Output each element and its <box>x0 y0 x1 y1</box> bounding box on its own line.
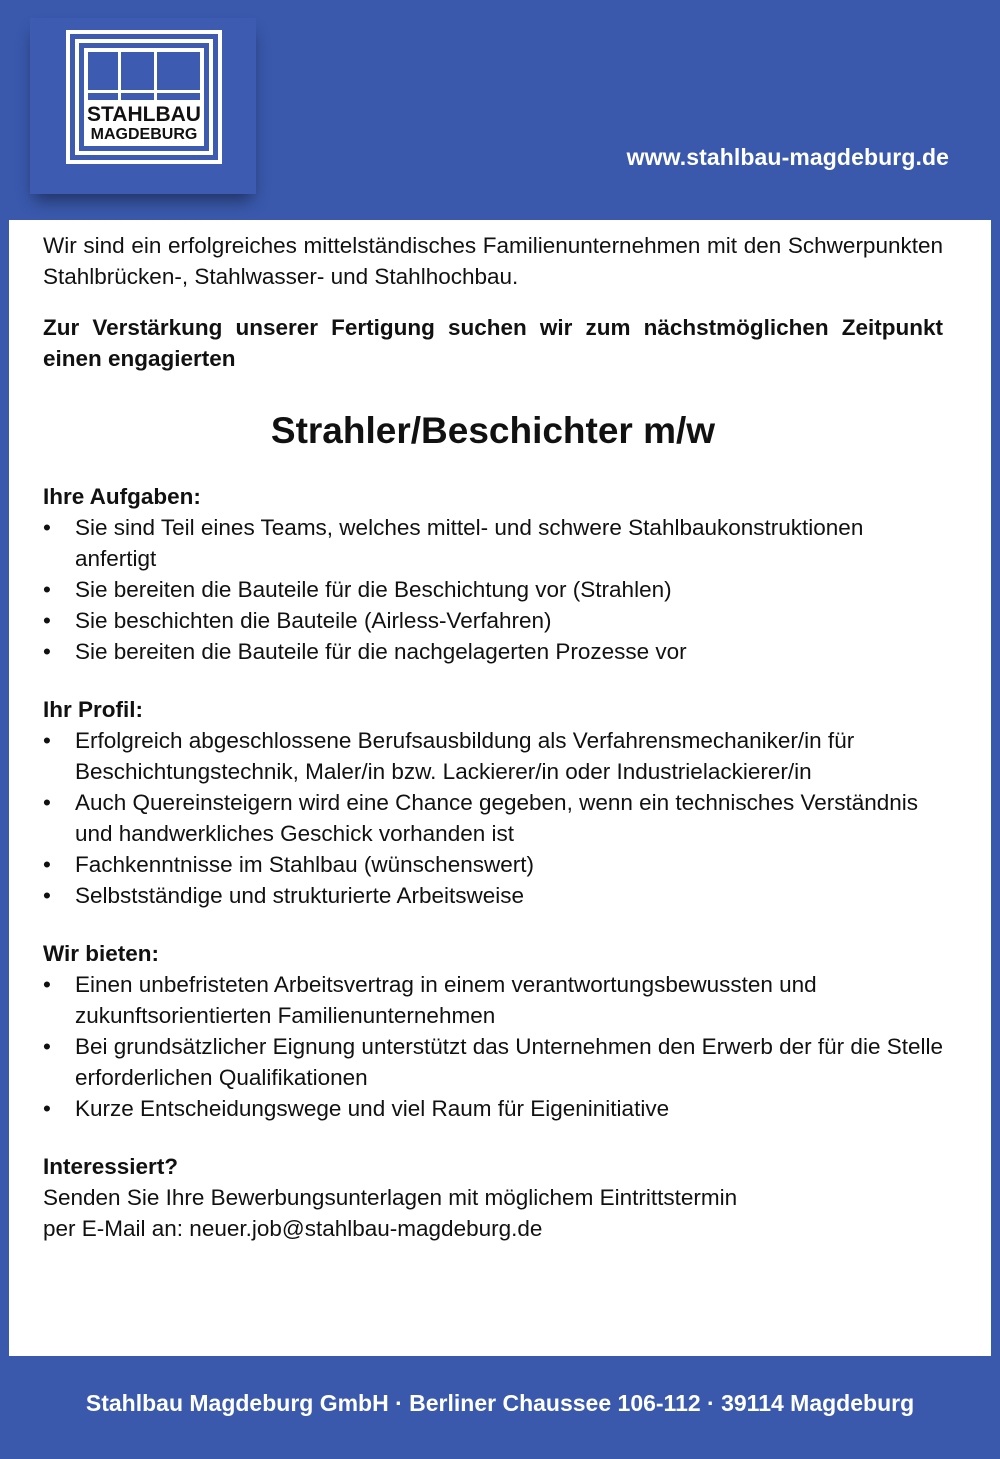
tasks-list <box>43 512 943 667</box>
contact-heading: Interessiert? <box>43 1154 179 1179</box>
list-item <box>43 849 943 880</box>
footer-address: Stahlbau Magdeburg GmbH · Berliner Chaussee 106-112 · 39114 Magdeburg <box>85 1390 915 1416</box>
bullet-icon: • <box>43 639 51 664</box>
bullet-icon: • <box>43 852 51 877</box>
offer-section <box>43 939 943 1124</box>
list-item-text: Auch Quereinsteigern wird eine Chance gegeben, wenn ein technisches Verständnis und handwerkliches Geschick vorhanden ist <box>75 790 919 846</box>
bullet-icon: • <box>43 608 51 633</box>
offer-list <box>43 969 943 1124</box>
company-logo <box>30 18 256 194</box>
list-item <box>43 512 943 574</box>
steel-frame-logo-icon <box>30 18 256 194</box>
list-item <box>43 636 943 667</box>
list-item-text: Fachkenntnisse im Stahlbau (wünschenswert) <box>75 852 534 877</box>
list-item-text: Einen unbefristeten Arbeitsvertrag in einem verantwortungsbewussten und zukunftsorientierten Familienunternehmen <box>75 972 817 1028</box>
list-item-text: Bei grundsätzlicher Eignung unterstützt das Unternehmen den Erwerb der für die Stelle erforderlichen Qualifikationen <box>75 1034 943 1090</box>
list-item <box>43 787 943 849</box>
job-title: Strahler/Beschichter m/w <box>270 410 716 451</box>
lead-paragraph: Zur Verstärkung unserer Fertigung suchen wir zum nächstmöglichen Zeitpunkt einen engagierten <box>43 315 943 371</box>
company-intro: Wir sind ein erfolgreiches mittelständisches Familienunternehmen mit den Schwerpunkten Stahlbrücken-, Stahlwasser- und Stahlhochbau. <box>43 233 943 289</box>
tasks-heading: Ihre Aufgaben: <box>43 484 201 509</box>
bullet-icon: • <box>43 883 51 908</box>
profile-heading: Ihr Profil: <box>43 697 143 722</box>
list-item-text: Sie sind Teil eines Teams, welches mittel- und schwere Stahlbaukonstruktionen anfertigt <box>75 515 864 571</box>
tasks-section <box>43 482 943 667</box>
bullet-icon: • <box>43 515 51 540</box>
contact-section <box>43 1152 943 1244</box>
contact-text: Senden Sie Ihre Bewerbungsunterlagen mit möglichem Eintrittstermin <box>43 1185 738 1210</box>
bullet-icon: • <box>43 972 51 997</box>
list-item <box>43 725 943 787</box>
list-item-text: Sie bereiten die Bauteile für die Beschichtung vor (Strahlen) <box>75 577 672 602</box>
list-item-text: Selbstständige und strukturierte Arbeitsweise <box>75 883 524 908</box>
list-item-text: Sie beschichten die Bauteile (Airless-Verfahren) <box>75 608 552 633</box>
website-url[interactable]: www.stahlbau-magdeburg.de <box>626 144 949 170</box>
logo-text-line1: STAHLBAU <box>87 103 201 126</box>
profile-list <box>43 725 943 911</box>
list-item-text: Sie bereiten die Bauteile für die nachgelagerten Prozesse vor <box>75 639 687 664</box>
list-item-text: Erfolgreich abgeschlossene Berufsausbildung als Verfahrensmechaniker/in für Beschichtungstechnik, Maler/in bzw. Lackierer/in oder Industrielackierer/in <box>75 728 855 784</box>
list-item-text: Kurze Entscheidungswege und viel Raum für Eigeninitiative <box>75 1096 670 1121</box>
contact-email[interactable]: per E-Mail an: neuer.job@stahlbau-magdeburg.de <box>43 1216 543 1241</box>
list-item <box>43 880 943 911</box>
list-item <box>43 1093 943 1124</box>
bullet-icon: • <box>43 577 51 602</box>
list-item <box>43 574 943 605</box>
logo-text-line2: MAGDEBURG <box>90 126 198 143</box>
list-item <box>43 1031 943 1093</box>
job-ad-content <box>9 220 991 1356</box>
bullet-icon: • <box>43 790 51 815</box>
list-item <box>43 969 943 1031</box>
bullet-icon: • <box>43 1096 51 1121</box>
bullet-icon: • <box>43 1034 51 1059</box>
offer-heading: Wir bieten: <box>43 941 160 966</box>
profile-section <box>43 695 943 911</box>
list-item <box>43 605 943 636</box>
bullet-icon: • <box>43 728 51 753</box>
